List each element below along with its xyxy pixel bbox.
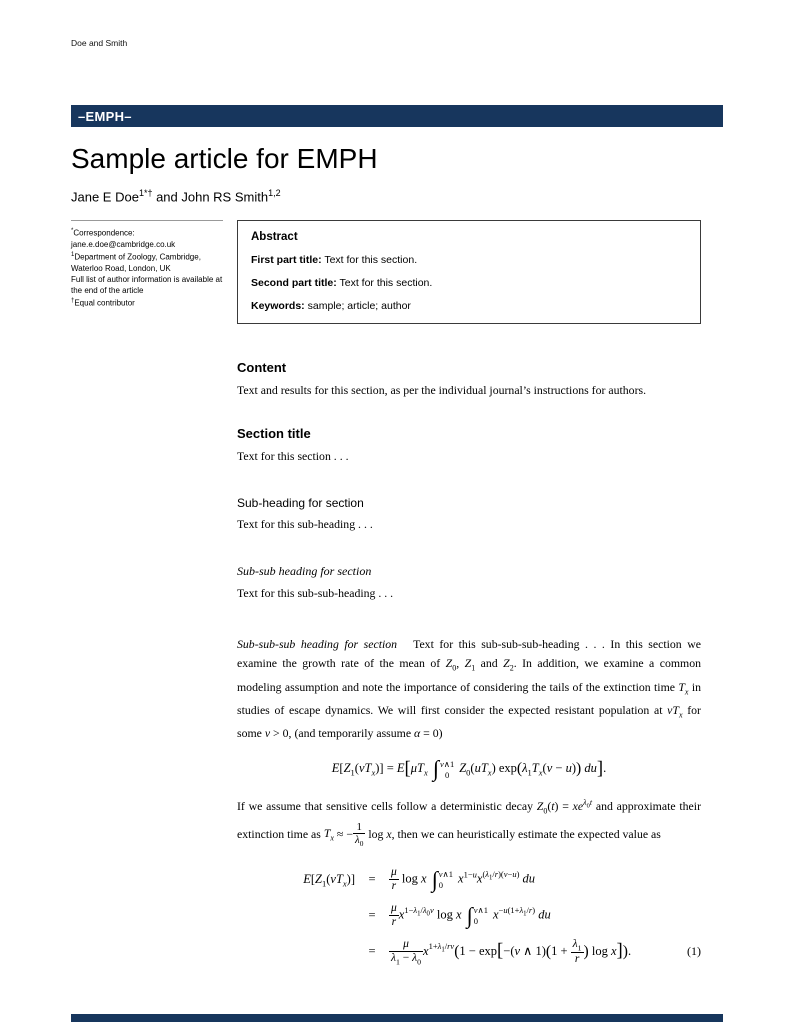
equation-row [237,898,701,934]
subsection-paragraph: Text for this sub-heading . . . [237,517,373,532]
subsubsection-heading: Sub-sub heading for section [237,564,372,579]
aligned-equation-block [237,862,701,970]
runin-paragraph-heading: Sub-sub-sub heading for section [237,637,398,652]
section-paragraph: Text for this section . . . [237,449,349,464]
section-heading-title: Section title [237,426,311,442]
equation-row [237,934,701,970]
journal-banner-text: –EMPH– [78,108,132,124]
footer-banner [71,1014,723,1022]
authors-line: Jane E Doe$^{1*\dagger}$ and John RS Smith$^{1,2}$ [71,188,281,205]
affiliation-note: $^1$Department of Zoology, Cambridge, Waterloo Road, London, UK [71,251,201,273]
equation-rhs: $\frac{\mu}{r}$ $x^{1-\lambda_1/\lambda_0v}$ log x ∫ v∧1 0 $x^{-u(1+\lambda_1/r)}$ du [391,902,551,929]
author-info-note: Full list of author information is available at the end of the article [71,274,223,295]
abstract-heading: Abstract [251,231,298,244]
equation-number: (1) [687,944,701,959]
sidebar-divider [71,220,223,221]
equation-rhs: $\frac{\mu}{r}$ log x ∫ v∧1 0 $x^{1-u}x^{(\lambda_1/r)(v-u)}$ du [391,866,536,893]
subsubsection-paragraph: Text for this sub-sub-heading . . . [237,586,394,601]
abstract-item-label: Keywords: [251,300,305,313]
abstract-item-second-part [251,276,687,290]
abstract-item-keywords [251,299,687,313]
abstract-item-text: Text for this section. [339,277,433,290]
article-title: Sample article for EMPH [71,143,378,174]
equation-rhs: $\frac{\mu}{\lambda_1 - \lambda_0}$ $x^{1+\lambda_1/rv}(1 - \exp[-(v$ ∧ 1)(1 + $\frac{\lambda_1}{r}$ ) log x]). [391,937,632,967]
paragraph-with-runin-heading [237,635,701,743]
equation-relation: = [368,872,376,887]
content-paragraph: Text and results for this section, as per the individual journal’s instructions for authors. [237,383,647,398]
main-column [237,220,723,969]
abstract-item-label: Second part title: [251,277,337,290]
runin-paragraph-text: Text for this sub-sub-sub-heading . . . In this section we examine the growth rate of the mean of $Z_0$, $Z_1$ and $Z_2$. In addition, we examine a common modeling assumption and note the importance of considering the tails of the extinction time $T_x$ in studies of escape dynamics. We will first consider the expected resistant population at $vT_x$ for some v > 0, (and temporarily assume α = 0) [237,637,701,741]
section-heading-content: Content [237,360,287,376]
abstract-item-text: Text for this section. [324,254,418,267]
decay-paragraph: If we assume that sensitive cells follow a deterministic decay $Z_0(t) = xe^{\lambda_0t}$ and approximate their extinction time as $T_x$ ≈ − $\frac{1}{\lambda_0}$ log x, then we can heuristically estimate the expected value as [237,798,701,849]
running-head: Doe and Smith [71,38,128,48]
equation-relation: = [368,944,376,959]
abstract-item-first-part [251,253,687,267]
author-info-sidebar [71,220,223,969]
equal-contributor-note: †Equal contributor [71,297,135,308]
abstract-item-text: sample; article; author [307,300,411,313]
abstract-item-label: First part title: [251,254,322,267]
journal-banner [71,105,723,127]
abstract-box [237,220,701,324]
display-equation: $E[Z_1(vT_x)] = E[\mu T_x$ ∫ v∧1 0 $Z_0(uT_x) \exp(\lambda_1T_x(v - u))$ du]. [331,756,607,782]
equation-relation: = [368,908,376,923]
two-column-layout [71,220,723,969]
equation-lhs: $E[Z_1(vT_x)]$ [303,871,355,888]
subsection-heading: Sub-heading for section [237,496,364,511]
correspondence-note: *Correspondence: jane.e.doe@cambridge.co.uk [71,228,176,249]
equation-row [237,862,701,898]
